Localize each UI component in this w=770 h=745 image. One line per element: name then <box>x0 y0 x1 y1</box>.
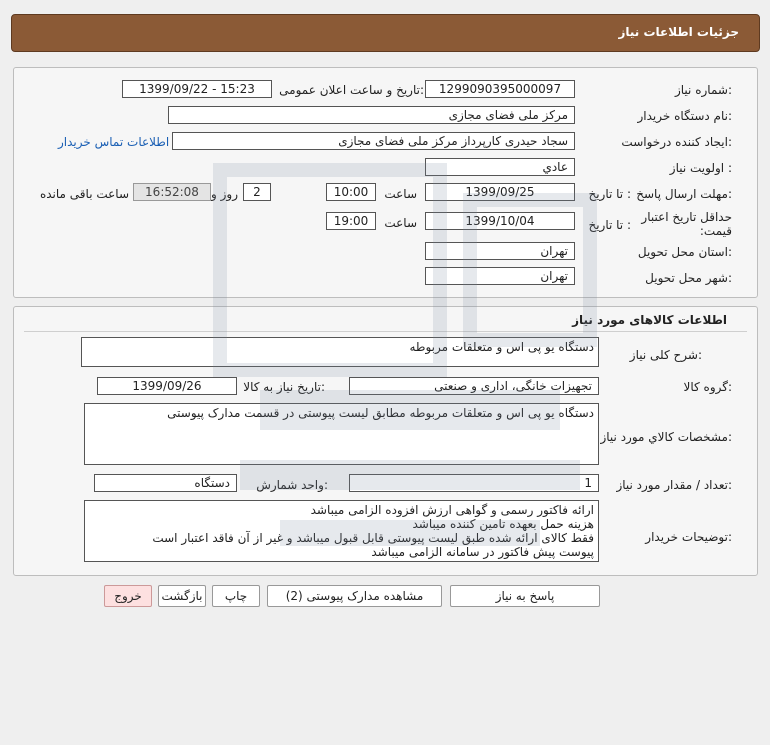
city-label: شهر محل تحویل: <box>645 271 732 285</box>
deadline-hour-label: ساعت <box>384 187 417 201</box>
buyer-contact-link[interactable]: اطلاعات تماس خریدار <box>58 135 170 149</box>
goods-group-field: تجهیزات خانگی، اداری و صنعتی <box>349 377 599 395</box>
print-button[interactable]: چاپ <box>212 585 260 607</box>
specs-label: مشخصات کالاي مورد نياز: <box>600 430 732 444</box>
exit-button[interactable]: خروج <box>104 585 152 607</box>
validity-to-date-label: تا تاریخ : <box>588 218 631 232</box>
days-field: 2 <box>243 183 271 201</box>
remaining-time-field: 16:52:08 <box>133 183 211 201</box>
buyer-note-line: پیوست پیش فاکتور در سامانه الزامی میباشد <box>371 545 594 559</box>
validity-time-field: 19:00 <box>326 212 376 230</box>
buyer-note-line: ارائه فاکتور رسمی و گواهی ارزش افزوده الزامی میباشد <box>310 503 594 517</box>
section-divider <box>24 331 747 332</box>
back-button[interactable]: بازگشت <box>158 585 206 607</box>
min-validity-label: حداقل تاریخ اعتبار قیمت: <box>641 210 732 238</box>
buyer-org-field: مرکز ملی فضای مجازی <box>168 106 575 124</box>
need-number-label: شماره نیاز: <box>674 83 732 97</box>
remaining-label: ساعت باقی مانده <box>39 187 129 201</box>
priority-field: عادي <box>425 158 575 176</box>
general-desc-field: دستگاه یو پی اس و متعلقات مربوطه <box>81 337 599 367</box>
deadline-label: مهلت ارسال پاسخ: <box>636 187 732 201</box>
buyer-note-line: هزینه حمل بعهده تامین کننده میباشد <box>412 517 594 531</box>
reply-button[interactable]: پاسخ به نیاز <box>450 585 600 607</box>
qty-label: تعداد / مقدار مورد نیاز: <box>616 478 732 492</box>
deadline-to-date-label: تا تاریخ : <box>588 187 631 201</box>
announce-label: تاریخ و ساعت اعلان عمومی: <box>279 83 424 97</box>
view-attachments-button[interactable]: مشاهده مدارک پیوستی (2) <box>267 585 442 607</box>
need-number-field: 1299090395000097 <box>425 80 575 98</box>
city-field: تهران <box>425 267 575 285</box>
need-info-panel <box>13 67 758 298</box>
buyer-note-line: فقط کالای ارائه شده طبق لیست پیوستی قابل قبول میباشد و غیر از آن فاقد اعتبار است <box>152 531 594 545</box>
buyer-org-label: نام دستگاه خریدار: <box>637 109 732 123</box>
page-header <box>11 14 760 52</box>
priority-label: اولویت نیاز : <box>669 161 732 175</box>
goods-section-title: اطلاعات کالاهای مورد نیاز <box>572 313 727 327</box>
announce-field: 1399/09/22 - 15:23 <box>122 80 272 98</box>
qty-field: 1 <box>349 474 599 492</box>
deadline-time-field: 10:00 <box>326 183 376 201</box>
buyer-notes-field <box>84 500 599 562</box>
requester-field: سجاد حیدری کارپرداز مرکز ملی فضای مجازی <box>172 132 575 150</box>
specs-field: دستگاه یو پی اس و متعلقات مربوطه مطابق لیست پیوستی در قسمت مدارک پیوستی <box>84 403 599 465</box>
goods-group-label: گروه کالا: <box>683 380 732 394</box>
deadline-date-field: 1399/09/25 <box>425 183 575 201</box>
province-label: استان محل تحویل: <box>637 245 732 259</box>
need-date-field: 1399/09/26 <box>97 377 237 395</box>
buyer-notes-label: توضیحات خریدار: <box>645 530 732 544</box>
validity-hour-label: ساعت <box>384 216 417 230</box>
need-date-label: تاریخ نیاز به کالا: <box>243 380 325 394</box>
page-title: جزئیات اطلاعات نیاز <box>618 25 739 39</box>
unit-label: واحد شمارش: <box>256 478 328 492</box>
requester-label: ایجاد کننده درخواست: <box>621 135 732 149</box>
days-and-label: روز و <box>211 187 238 201</box>
province-field: تهران <box>425 242 575 260</box>
unit-field: دستگاه <box>94 474 237 492</box>
validity-date-field: 1399/10/04 <box>425 212 575 230</box>
general-desc-label: شرح کلی نیاز: <box>629 348 702 362</box>
